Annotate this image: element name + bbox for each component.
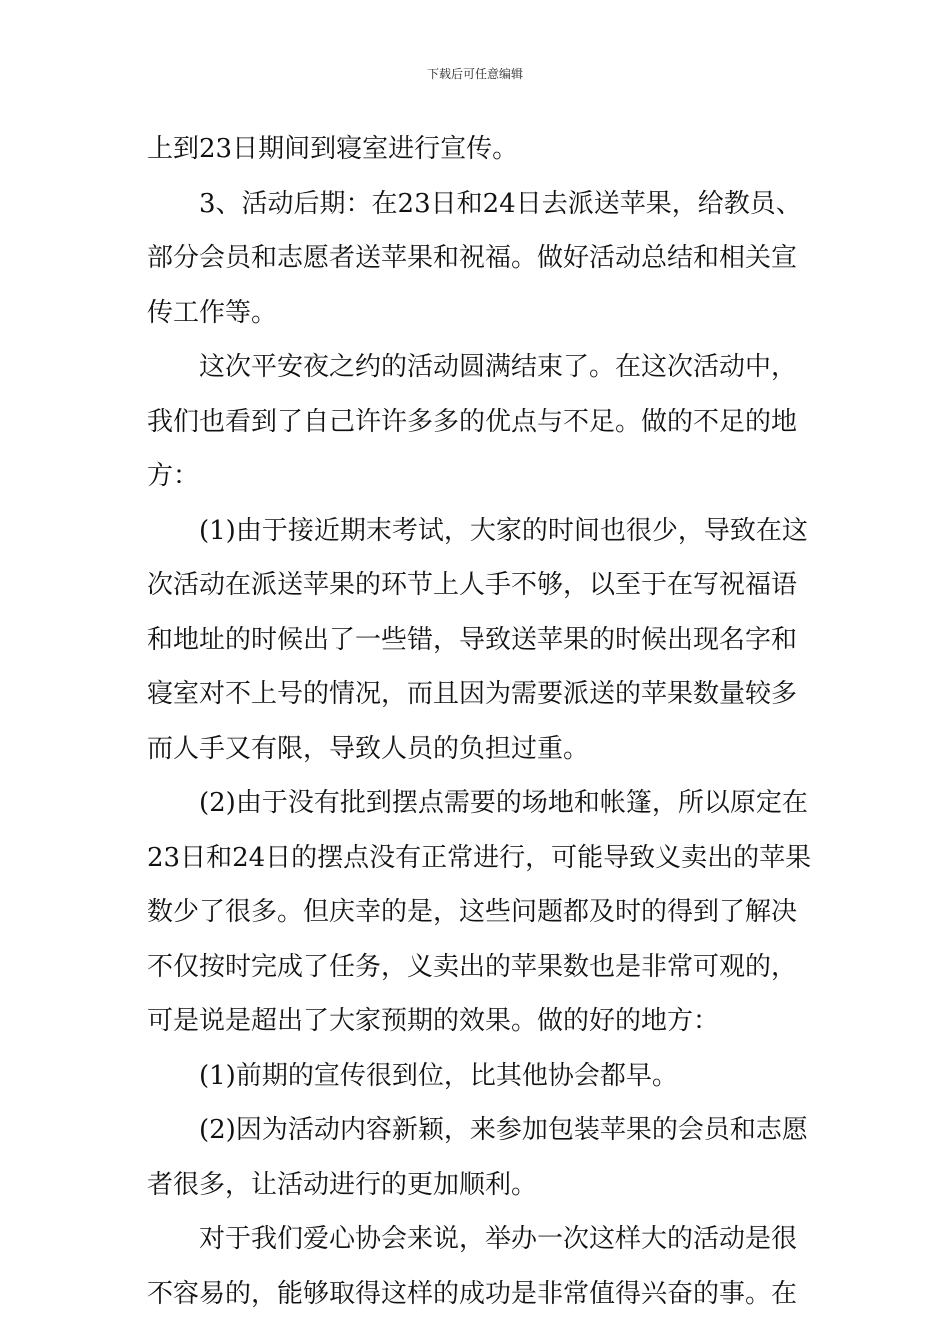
text-line: 而人手又有限，导致人员的负担过重。: [147, 733, 590, 764]
text-line: 者很多，让活动进行的更加顺利。: [147, 1169, 538, 1200]
text-line: 这次平安夜之约的活动圆满结束了。在这次活动中，: [199, 352, 798, 382]
text-line: 上到23日期间到寝室进行宣传。: [147, 134, 519, 164]
text-line: (2)由于没有批到摆点需要的场地和帐篷，所以原定在: [199, 788, 808, 818]
document-body: [147, 122, 812, 1321]
text-line: 传工作等。: [147, 297, 278, 328]
text-line: 对于我们爱心协会来说，举办一次这样大的活动是很: [199, 1224, 798, 1254]
text-line: 不仅按时完成了任务，义卖出的苹果数也是非常可观的，: [147, 951, 798, 982]
text-line: (1)由于接近期末考试，大家的时间也很少，导致在这: [199, 515, 808, 546]
text-line: 3、活动后期：在23日和24日去派送苹果，给教员、: [199, 188, 802, 219]
text-line: 可是说是超出了大家预期的效果。做的好的地方：: [147, 1006, 720, 1036]
text-line: 部分会员和志愿者送苹果和祝福。做好活动总结和相关宣: [147, 243, 798, 273]
text-line: (2)因为活动内容新颖，来参加包装苹果的会员和志愿: [199, 1115, 808, 1145]
text-line: 我们也看到了自己许许多多的优点与不足。做的不足的地: [147, 406, 798, 437]
text-line: 数少了很多。但庆幸的是，这些问题都及时的得到了解决: [147, 897, 798, 927]
text-line: 寝室对不上号的情况，而且因为需要派送的苹果数量较多: [147, 679, 798, 709]
text-line: 不容易的，能够取得这样的成功是非常值得兴奋的事。在: [147, 1278, 798, 1309]
text-line: 次活动在派送苹果的环节上人手不够，以至于在写祝福语: [147, 570, 798, 600]
text-line: 方：: [147, 461, 200, 491]
text-line: 和地址的时候出了一些错，导致送苹果的时候出现名字和: [147, 624, 798, 655]
page-header: 下载后可任意编辑: [426, 67, 523, 81]
text-line: (1)前期的宣传很到位，比其他协会都早。: [199, 1060, 678, 1091]
text-line: 23日和24日的摆点没有正常进行，可能导致义卖出的苹果: [147, 842, 812, 873]
